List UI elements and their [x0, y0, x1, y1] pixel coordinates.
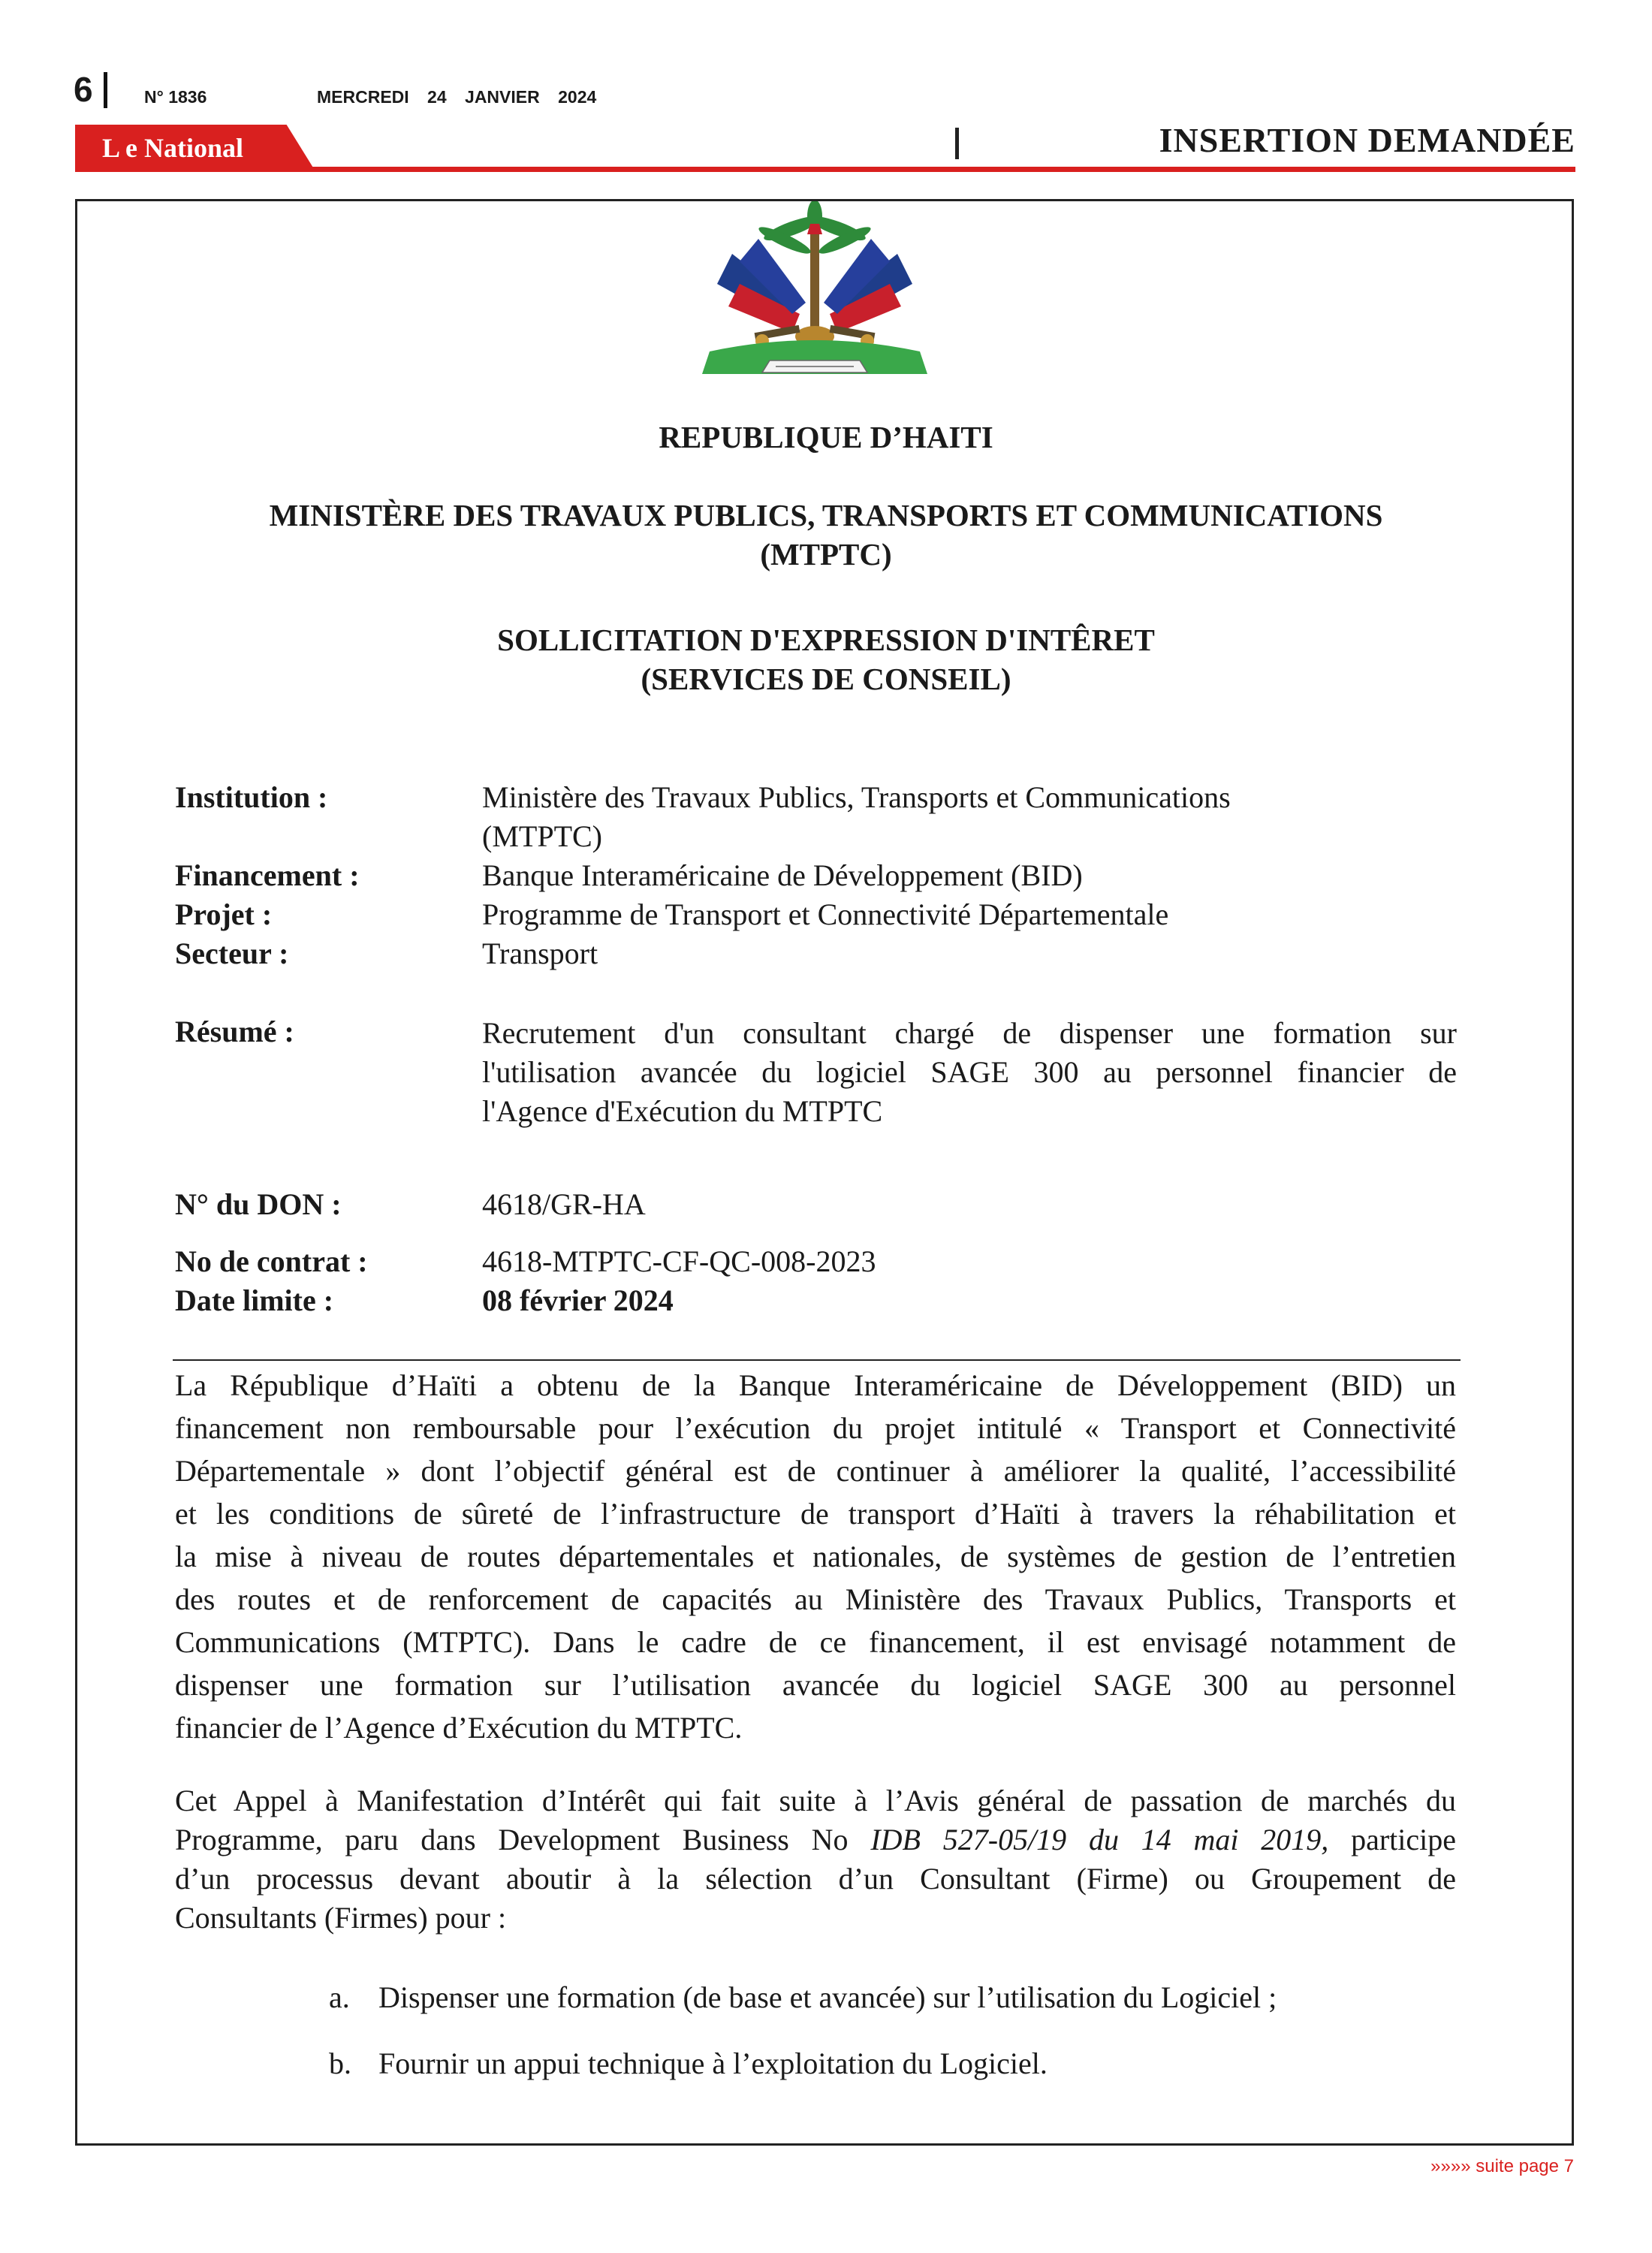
list-item — [329, 1980, 1277, 2015]
projet-value: Programme de Transport et Connectivité Départementale — [482, 897, 1169, 931]
paragraph-line: dispenser une formation sur l’utilisation avancée du logiciel SAGE 300 au personnel — [175, 1668, 1456, 1702]
resume-line: Recrutement d'un consultant chargé de dispenser une formation sur — [482, 1016, 1457, 1050]
dev-business-reference: IDB 527-05/19 du 14 mai 2019, — [870, 1823, 1329, 1856]
list-item — [329, 2046, 1048, 2081]
page-number-divider — [104, 72, 107, 108]
list-item-text: Dispenser une formation (de base et avancée) sur l’utilisation du Logiciel ; — [378, 1980, 1277, 2014]
paragraph-line: Communications (MTPTC). Dans le cadre de ce financement, il est envisagé notamment de — [175, 1625, 1456, 1659]
resume-line: l'utilisation avancée du logiciel SAGE 300 au personnel financier de — [482, 1055, 1457, 1089]
financement-value: Banque Interaméricaine de Développement (BID) — [482, 858, 1083, 892]
coat-of-arms-icon — [687, 201, 942, 379]
list-marker: a. — [329, 1980, 350, 2014]
notice-subtitle: (SERVICES DE CONSEIL) — [641, 662, 1011, 696]
secteur-label: Secteur : — [175, 936, 289, 970]
don-value: 4618/GR-HA — [482, 1187, 646, 1221]
paragraph-line: financier de l’Agence d’Exécution du MTPTC. — [175, 1711, 743, 1745]
institution-value: Ministère des Travaux Publics, Transports et Communications — [482, 780, 1231, 814]
projet-label: Projet : — [175, 897, 273, 931]
paragraph-line: d’un processus devant aboutir à la sélection d’un Consultant (Firme) ou Groupement de — [175, 1862, 1456, 1896]
intro-paragraph — [175, 1364, 1456, 1749]
resume-value — [482, 1014, 1457, 1131]
country-title: REPUBLIQUE D’HAITI — [659, 420, 993, 454]
don-label: N° du DON : — [175, 1187, 342, 1221]
issue-date: MERCREDI 24 JANVIER 2024 — [317, 87, 597, 107]
resume-line: l'Agence d'Exécution du MTPTC — [482, 1094, 883, 1128]
ministry-title: MINISTÈRE DES TRAVAUX PUBLICS, TRANSPORTS ET COMMUNICATIONS — [269, 498, 1383, 532]
paragraph-line: Départementale » dont l’objectif général est de continuer à améliorer la qualité, l’accessibilité — [175, 1454, 1456, 1488]
issue-number: N° 1836 — [144, 87, 207, 107]
list-item-text: Fournir un appui technique à l’exploitation du Logiciel. — [378, 2046, 1048, 2080]
resume-label: Résumé : — [175, 1015, 294, 1048]
continued-link[interactable]: »»»» suite page 7 — [1430, 2156, 1574, 2176]
fields-divider — [173, 1359, 1461, 1361]
paragraph-line: Cet Appel à Manifestation d’Intérêt qui fait suite à l’Avis général de passation de marchés du — [175, 1784, 1456, 1817]
paragraph-line: Consultants (Firmes) pour : — [175, 1901, 507, 1935]
paragraph-line: la mise à niveau de routes départementales et nationales, de systèmes de gestion de l’entretien — [175, 1540, 1456, 1573]
ref-prefix: Programme, paru dans Development Business No — [175, 1823, 871, 1856]
paragraph-line: des routes et de renforcement de capacités au Ministère des Travaux Publics, Transports et — [175, 1582, 1456, 1616]
date-limite-label: Date limite : — [175, 1283, 334, 1317]
scope-paragraph — [175, 1781, 1456, 1938]
institution-value-cont: (MTPTC) — [482, 819, 602, 853]
contrat-label: No de contrat : — [175, 1244, 368, 1278]
brand-name: L e National — [102, 133, 244, 163]
paragraph-line: et les conditions de sûreté de l’infrastructure de transport d’Haïti à travers la réhabilitation et — [175, 1497, 1456, 1531]
ref-suffix: participe — [1328, 1823, 1457, 1856]
date-limite-value: 08 février 2024 — [482, 1283, 674, 1317]
ministry-acronym: (MTPTC) — [760, 537, 892, 572]
header-divider — [955, 128, 959, 159]
financement-label: Financement : — [175, 858, 360, 892]
institution-label: Institution : — [175, 780, 328, 814]
list-marker: b. — [329, 2046, 351, 2080]
contrat-value: 4618-MTPTC-CF-QC-008-2023 — [482, 1244, 876, 1278]
paragraph-line: financement non remboursable pour l’exécution du projet intitulé « Transport et Connectivité — [175, 1411, 1456, 1445]
notice-title: SOLLICITATION D'EXPRESSION D'INTÊRET — [497, 623, 1155, 657]
page-number: 6 — [74, 70, 93, 109]
section-title: INSERTION DEMANDÉE — [1159, 121, 1575, 159]
secteur-value: Transport — [482, 936, 598, 970]
paragraph-line: La République d’Haïti a obtenu de la Banque Interaméricaine de Développement (BID) un — [175, 1368, 1456, 1402]
paragraph-line-ref — [175, 1820, 1456, 1859]
